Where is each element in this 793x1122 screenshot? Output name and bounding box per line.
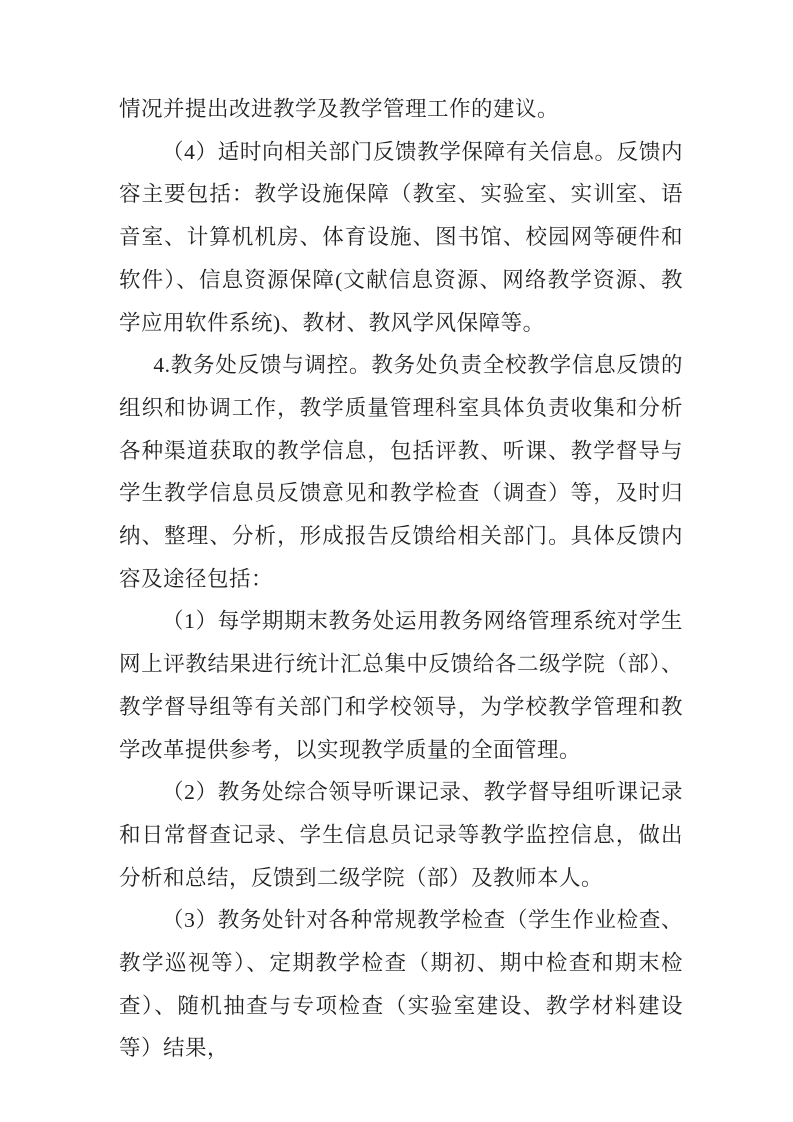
paragraph-subitem-2: （2）教务处综合领导听课记录、教学督导组听课记录和日常督查记录、学生信息员记录等教学监控信息，做出分析和总结，反馈到二级学院（部）及教师本人。 xyxy=(119,780,683,890)
paragraph-subitem-1: （1）每学期期末教务处运用教务网络管理系统对学生网上评教结果进行统计汇总集中反馈给各二级学院（部）、教学督导组等有关部门和学校领导，为学校教学管理和教学改革提供参考，以实现教学质量的全面管理。 xyxy=(119,609,683,762)
paragraph-subitem-3: （3）教务处针对各种常规教学检查（学生作业检查、教学巡视等）、定期教学检查（期初、期中检查和期末检查）、随机抽查与专项检查（实验室建设、教学材料建设等）结果， xyxy=(119,908,683,1061)
paragraph-continuation: 情况并提出改进教学及教学管理工作的建议。 xyxy=(119,97,560,121)
paragraph-section-4: 4.教务处反馈与调控。教务处负责全校教学信息反馈的组织和协调工作，教学质量管理科室具体负责收集和分析各种渠道获取的教学信息，包括评教、听课、教学督导与学生教学信息员反馈意见和教学检查（调查）等，及时归纳、整理、分析，形成报告反馈给相关部门。具体反馈内容及途径包括： xyxy=(119,353,683,591)
document-text-block xyxy=(119,88,683,1070)
paragraph-item-4: （4）适时向相关部门反馈教学保障有关信息。反馈内容主要包括：教学设施保障（教室、实验室、实训室、语音室、计算机机房、体育设施、图书馆、校园网等硬件和软件）、信息资源保障(文献信息资源、网络教学资源、教学应用软件系统)、教材、教风学风保障等。 xyxy=(119,139,683,335)
